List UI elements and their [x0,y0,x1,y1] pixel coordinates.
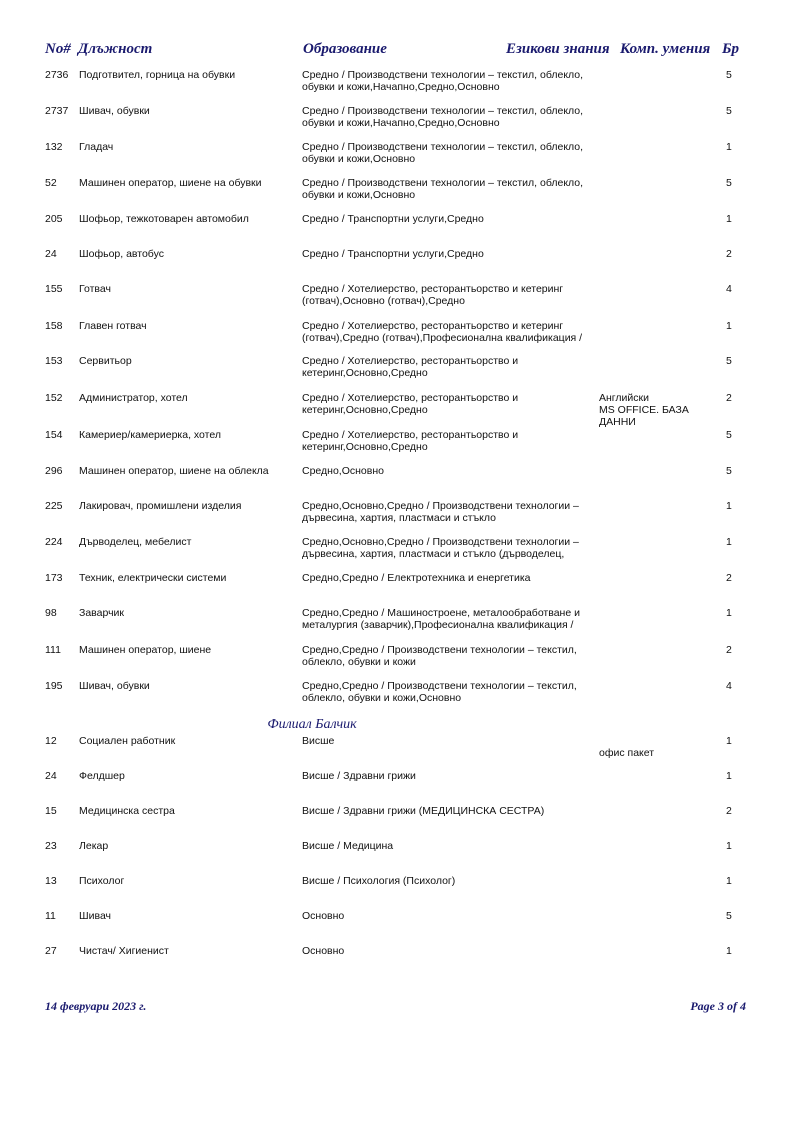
header-count: Бр [722,41,740,57]
job-count: 1 [726,320,732,332]
job-count: 5 [726,465,732,477]
job-number: 205 [45,213,63,225]
job-number: 52 [45,177,57,189]
job-position: Машинен оператор, шиене [79,644,212,656]
job-position: Техник, електрически системи [79,572,227,584]
job-count: 5 [726,355,732,367]
job-education: Висше / Психология (Психолог) [302,875,456,887]
table-row [0,875,794,909]
table-row [0,735,794,769]
job-number: 11 [45,910,56,922]
job-count: 2 [726,644,732,656]
job-number: 12 [45,735,57,747]
job-number: 15 [45,805,57,817]
job-education: Средно / Производствени технологии – текстил, облекло, обувки и кожи,Начапно,Средно,Основно [302,105,584,129]
table-row [0,500,794,534]
job-position: Сервитьор [79,355,132,367]
job-education: Средно,Средно / Машиностроене, металообработване и металургия (заварчик),Професионална квалификация / [302,607,580,631]
job-education: Средно,Средно / Производствени технологии – текстил, облекло, обувки и кожи,Основно [302,680,577,704]
header-position: Длъжност [78,41,153,57]
job-number: 173 [45,572,63,584]
job-position: Шивач, обувки [79,105,150,117]
job-count: 1 [726,875,732,887]
job-count: 1 [726,536,732,548]
table-row [0,355,794,389]
job-number: 24 [45,770,57,782]
job-education: Средно / Хотелиерство, ресторантьорство и кетеринг,Основно,Средно [302,392,519,416]
job-count: 5 [726,429,732,441]
job-position: Главен готвач [79,320,147,332]
job-count: 2 [726,572,732,584]
job-education: Средно / Хотелиерство, ресторантьорство и кетеринг,Основно,Средно [302,429,519,453]
job-position: Готвач [79,283,111,295]
table-row [0,105,794,139]
job-position: Камериер/камериерка, хотел [79,429,221,441]
job-education: Средно,Основно,Средно / Производствени технологии – дървесина, хартия, пластмаси и стъкло (дърводелец, [302,536,579,560]
job-count: 1 [726,840,732,852]
job-education: Средно / Производствени технологии – текстил, облекло, обувки и кожи,Основно [302,177,584,201]
header-languages: Езикови знания [506,41,610,57]
job-count: 1 [726,735,732,747]
table-row [0,429,794,463]
job-number: 155 [45,283,63,295]
job-number: 158 [45,320,63,332]
job-count: 4 [726,283,732,295]
job-number: 225 [45,500,63,512]
job-count: 2 [726,392,732,404]
job-number: 153 [45,355,63,367]
job-position: Шофьор, тежкотоварен автомобил [79,213,249,225]
job-number: 195 [45,680,63,692]
job-number: 154 [45,429,63,441]
table-row [0,770,794,804]
job-position: Гладач [79,141,114,153]
job-position: Чистач/ Хигиенист [79,945,169,957]
section-title: Филиал Балчик [267,717,357,732]
job-position: Дърводелец, мебелист [79,536,192,548]
job-number: 2736 [45,69,69,81]
job-education: Основно [302,945,345,957]
job-position: Психолог [79,875,125,887]
job-education: Средно / Производствени технологии – текстил, облекло, обувки и кожи,Начапно,Средно,Основно [302,69,584,93]
job-count: 1 [726,770,732,782]
table-row [0,910,794,944]
job-education: Средно / Транспортни услуги,Средно [302,213,484,225]
job-education: Средно / Хотелиерство, ресторантьорство и кетеринг (готвач),Средно (готвач),Професионална квалификация / [302,320,583,344]
job-position: Лекар [79,840,109,852]
job-number: 27 [45,945,57,957]
job-education: Висше / Медицина [302,840,394,852]
job-education: Основно [302,910,345,922]
table-row [0,69,794,103]
table-row [0,320,794,354]
job-position: Социален работник [79,735,176,747]
table-row [0,283,794,317]
job-count: 4 [726,680,732,692]
job-education: Висше / Здравни грижи (МЕДИЦИНСКА СЕСТРА) [302,805,545,817]
job-number: 296 [45,465,63,477]
job-education: Висше [302,735,335,747]
table-row [0,945,794,979]
job-number: 152 [45,392,63,404]
table-row [0,177,794,211]
job-position: Фелдшер [79,770,125,782]
job-position: Машинен оператор, шиене на обувки [79,177,262,189]
job-count: 2 [726,805,732,817]
job-number: 132 [45,141,63,153]
job-education: Средно / Производствени технологии – текстил, облекло, обувки и кожи,Основно [302,141,584,165]
job-number: 2737 [45,105,69,117]
job-education: Средно / Транспортни услуги,Средно [302,248,484,260]
job-count: 1 [726,607,732,619]
job-count: 2 [726,248,732,260]
job-education: Средно,Средно / Производствени технологии – текстил, облекло, обувки и кожи [302,644,577,668]
table-row [0,213,794,247]
job-number: 98 [45,607,57,619]
header-no: No# [45,41,71,57]
table-row [0,465,794,499]
job-position: Шивач [79,910,112,922]
job-education: Средно,Основно,Средно / Производствени технологии – дървесина, хартия, пластмаси и стъкло [302,500,579,524]
job-count: 5 [726,105,732,117]
job-count: 1 [726,141,732,153]
job-position: Заварчик [79,607,125,619]
table-row [0,572,794,606]
job-position: Шофьор, автобус [79,248,164,260]
table-row [0,805,794,839]
header-education: Образование [303,41,387,57]
job-number: 24 [45,248,57,260]
table-row [0,141,794,175]
job-count: 5 [726,69,732,81]
job-count: 1 [726,500,732,512]
footer-page-number: Page 3 of 4 [690,999,746,1013]
table-row [0,607,794,641]
job-count: 5 [726,177,732,189]
job-education: Средно / Хотелиерство, ресторантьорство и кетеринг,Основно,Средно [302,355,519,379]
job-number: 111 [45,644,61,656]
table-row [0,644,794,678]
job-number: 23 [45,840,57,852]
table-row [0,392,794,426]
job-count: 5 [726,910,732,922]
job-position: Медицинска сестра [79,805,175,817]
job-position: Машинен оператор, шиене на облекла [79,465,269,477]
job-number: 13 [45,875,57,887]
table-row [0,248,794,282]
job-computer-skills: офис пакет [599,747,655,759]
footer-date: 14 февруари 2023 г. [45,999,147,1013]
job-position: Шивач, обувки [79,680,150,692]
job-count: 1 [726,945,732,957]
table-row [0,680,794,714]
table-row [0,840,794,874]
job-count: 1 [726,213,732,225]
job-education: Средно,Основно [302,465,384,477]
job-education: Средно / Хотелиерство, ресторантьорство и кетеринг (готвач),Основно (готвач),Средно [302,283,564,307]
job-number: 224 [45,536,63,548]
job-education: Средно,Средно / Електротехника и енергетика [302,572,531,584]
job-position: Лакировач, промишлени изделия [79,500,242,512]
job-position: Администратор, хотел [79,392,188,404]
job-position: Подготвител, горница на обувки [79,69,236,81]
job-languages: Английски MS OFFICE. БАЗА ДАННИ [599,392,689,428]
header-computer: Комп. умения [620,41,711,57]
table-row [0,536,794,570]
job-education: Висше / Здравни грижи [302,770,416,782]
